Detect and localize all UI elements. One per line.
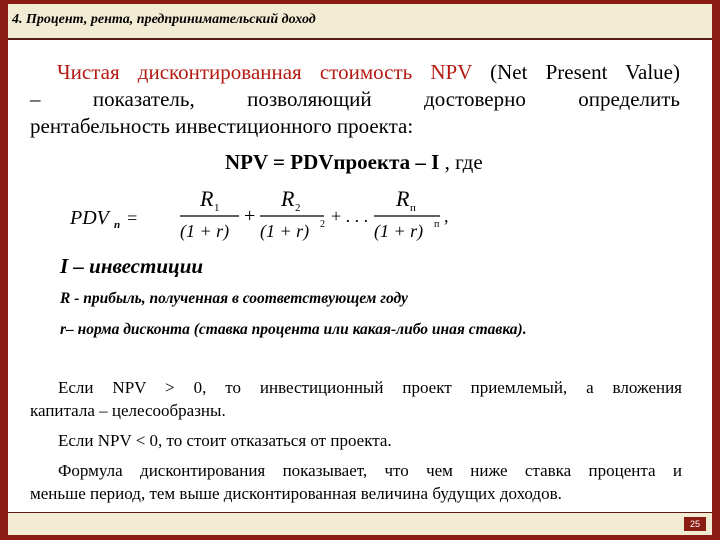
pdv-formula: [48, 184, 508, 250]
def-investment: I – инвестиции: [60, 254, 204, 278]
def-discount-rate: r– норма дисконта (ставка процента или какая-либо иная ставка).: [60, 321, 527, 338]
para-discounting-line-2: меньше период, тем выше дисконтированная величина будущих доходов.: [30, 484, 562, 503]
npv-formula-suffix: , где: [439, 150, 483, 174]
slide-content: [8, 40, 712, 510]
para-discounting-line-1: Формула дисконтирования показывает, что чем ниже ставка процента и: [58, 461, 682, 480]
numerator-2: R: [281, 186, 295, 211]
numerator-n-sub: п: [410, 202, 416, 214]
para-positive-npv-line-1: Если NPV > 0, то инвестиционный проект приемлемый, а вложения: [58, 378, 682, 397]
formula-comma: ,: [444, 206, 449, 226]
numerator-2-sub: 2: [295, 202, 301, 214]
pdv-lhs-sub: п: [114, 219, 121, 231]
exponent-n: п: [434, 219, 440, 230]
exponent-2: 2: [320, 219, 325, 230]
pdv-lhs: PDV: [70, 207, 109, 229]
pdv-formula-svg: [48, 184, 508, 250]
denominator-n: (1 + r): [374, 221, 424, 241]
para-positive-npv-line-2: капитала – целесообразны.: [30, 401, 226, 420]
intro-line-1: [57, 60, 680, 85]
pdv-equals: =: [126, 208, 139, 228]
intro-line-2: – показатель, позволяющий достоверно определить: [30, 87, 680, 111]
plus-sign: +: [244, 205, 256, 227]
denominator-2: (1 + r): [260, 221, 310, 241]
npv-formula: [225, 150, 483, 175]
numerator-1-sub: 1: [214, 202, 220, 214]
para-negative-npv: Если NPV < 0, то стоит отказаться от проекта.: [58, 431, 392, 450]
ellipsis: + . . .: [331, 206, 369, 226]
npv-formula-main: NPV = PDVпроекта – I: [225, 150, 440, 174]
slide: [8, 4, 712, 534]
numerator-1: R: [200, 186, 214, 211]
denominator-1: (1 + r): [180, 221, 230, 241]
slide-title: 4. Процент, рента, предпринимательский доход: [12, 12, 316, 27]
page-number: 25: [684, 517, 706, 531]
intro-line-3: рентабельность инвестиционного проекта:: [30, 114, 414, 138]
slide-header: [8, 4, 712, 40]
npv-term: Чистая дисконтированная стоимость NPV: [57, 60, 472, 84]
def-profit: R - прибыль, полученная в соответствующем году: [60, 290, 408, 307]
numerator-n: R: [396, 186, 410, 211]
slide-footer: [8, 512, 712, 535]
npv-english: (Net Present Value): [472, 60, 681, 84]
